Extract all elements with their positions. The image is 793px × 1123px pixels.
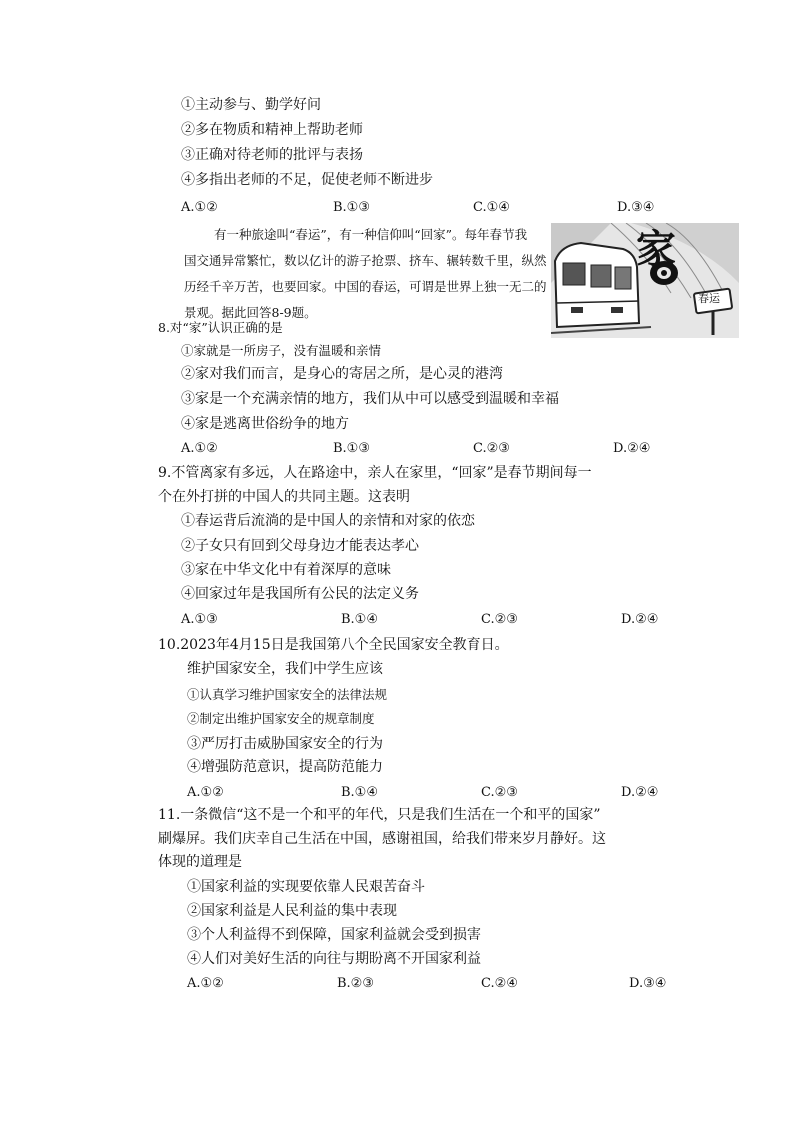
q8-option-d: D.②④ bbox=[613, 441, 651, 456]
q10-option-a: A.①② bbox=[187, 785, 224, 800]
q10-item-4: ④增强防范意识，提高防范能力 bbox=[187, 759, 383, 775]
q9-item-4: ④回家过年是我国所有公民的法定义务 bbox=[181, 586, 419, 602]
q7-item-2: ②多在物质和精神上帮助老师 bbox=[181, 122, 363, 138]
q10-option-c: C.②③ bbox=[481, 785, 518, 800]
q9-item-3: ③家在中华文化中有着深厚的意味 bbox=[181, 562, 391, 578]
q11-option-a: A.①② bbox=[187, 976, 224, 991]
q11-stem-line-3: 体现的道理是 bbox=[158, 854, 242, 870]
q7-option-a: A.①② bbox=[181, 200, 218, 215]
q8-option-b: B.①③ bbox=[333, 441, 370, 456]
q9-stem-line-2: 个在外打拼的中国人的共同主题。这表明 bbox=[158, 489, 410, 505]
q8-item-2: ②家对我们而言，是身心的寄居之所，是心灵的港湾 bbox=[181, 366, 503, 382]
q9-stem-line-1: 9.不管离家有多远，人在路途中，亲人在家里，“回家”是春节期间每一 bbox=[158, 465, 592, 481]
passage-line-1: 有一种旅途叫“春运”，有一种信仰叫“回家”。每年春节我 bbox=[214, 227, 528, 242]
q7-option-d: D.③④ bbox=[617, 200, 655, 215]
q8-item-4: ④家是逃离世俗纷争的地方 bbox=[181, 416, 349, 432]
q10-option-d: D.②④ bbox=[621, 785, 659, 800]
q7-item-1: ①主动参与、勤学好问 bbox=[181, 97, 321, 113]
q8-item-3: ③家是一个充满亲情的地方，我们从中可以感受到温暖和幸福 bbox=[181, 391, 559, 407]
q11-stem-line-1: 11.一条微信“这不是一个和平的年代，只是我们生活在一个和平的国家” bbox=[158, 807, 601, 823]
q10-stem-line-1: 10.2023年4月15日是我国第八个全民国家安全教育日。 bbox=[158, 637, 509, 653]
illustration-big-char: 家 bbox=[636, 226, 676, 273]
q8-item-1: ①家就是一所房子，没有温暖和亲情 bbox=[181, 343, 382, 358]
q7-item-4: ④多指出老师的不足，促使老师不断进步 bbox=[181, 172, 433, 188]
q10-item-2: ②制定出维护国家安全的规章制度 bbox=[187, 711, 375, 726]
passage-line-2: 国交通异常繁忙，数以亿计的游子抢票、挤车、辗转数千里，纵然 bbox=[184, 253, 547, 268]
q11-option-b: B.②③ bbox=[337, 976, 374, 991]
q9-item-2: ②子女只有回到父母身边才能表达孝心 bbox=[181, 538, 419, 554]
q8-option-c: C.②③ bbox=[473, 441, 510, 456]
q8-option-a: A.①② bbox=[181, 441, 218, 456]
q11-item-2: ②国家利益是人民利益的集中表现 bbox=[187, 903, 397, 919]
q9-option-c: C.②③ bbox=[481, 612, 518, 627]
q10-option-b: B.①④ bbox=[341, 785, 378, 800]
q10-stem-line-2: 维护国家安全，我们中学生应该 bbox=[187, 661, 383, 677]
q9-option-a: A.①③ bbox=[181, 612, 218, 627]
q9-option-b: B.①④ bbox=[341, 612, 378, 627]
passage-line-3: 历经千辛万苦，也要回家。中国的春运，可谓是世界上独一无二的 bbox=[184, 279, 547, 294]
q10-item-1: ①认真学习维护国家安全的法律法规 bbox=[187, 687, 388, 702]
passage-line-4: 景观。据此回答8-9题。 bbox=[184, 305, 317, 320]
passage-text bbox=[184, 222, 547, 326]
q11-item-1: ①国家利益的实现要依靠人民艰苦奋斗 bbox=[187, 879, 425, 895]
q11-stem-line-2: 刷爆屏。我们庆幸自己生活在中国，感谢祖国，给我们带来岁月静好。这 bbox=[158, 831, 606, 847]
q11-option-d: D.③④ bbox=[629, 976, 667, 991]
q11-item-4: ④人们对美好生活的向往与期盼离不开国家利益 bbox=[187, 951, 481, 967]
q7-option-b: B.①③ bbox=[333, 200, 370, 215]
q9-option-d: D.②④ bbox=[621, 612, 659, 627]
q11-option-c: C.②④ bbox=[481, 976, 518, 991]
q7-option-c: C.①④ bbox=[473, 200, 510, 215]
illustration-sign-text: 春运 bbox=[698, 292, 720, 305]
q10-item-3: ③严厉打击威胁国家安全的行为 bbox=[187, 736, 383, 752]
q11-item-3: ③个人利益得不到保障，国家利益就会受到损害 bbox=[187, 927, 481, 943]
q7-item-3: ③正确对待老师的批评与表扬 bbox=[181, 147, 363, 163]
q8-stem: 8.对“家”认识正确的是 bbox=[158, 320, 283, 335]
q9-item-1: ①春运背后流淌的是中国人的亲情和对家的依恋 bbox=[181, 513, 475, 529]
